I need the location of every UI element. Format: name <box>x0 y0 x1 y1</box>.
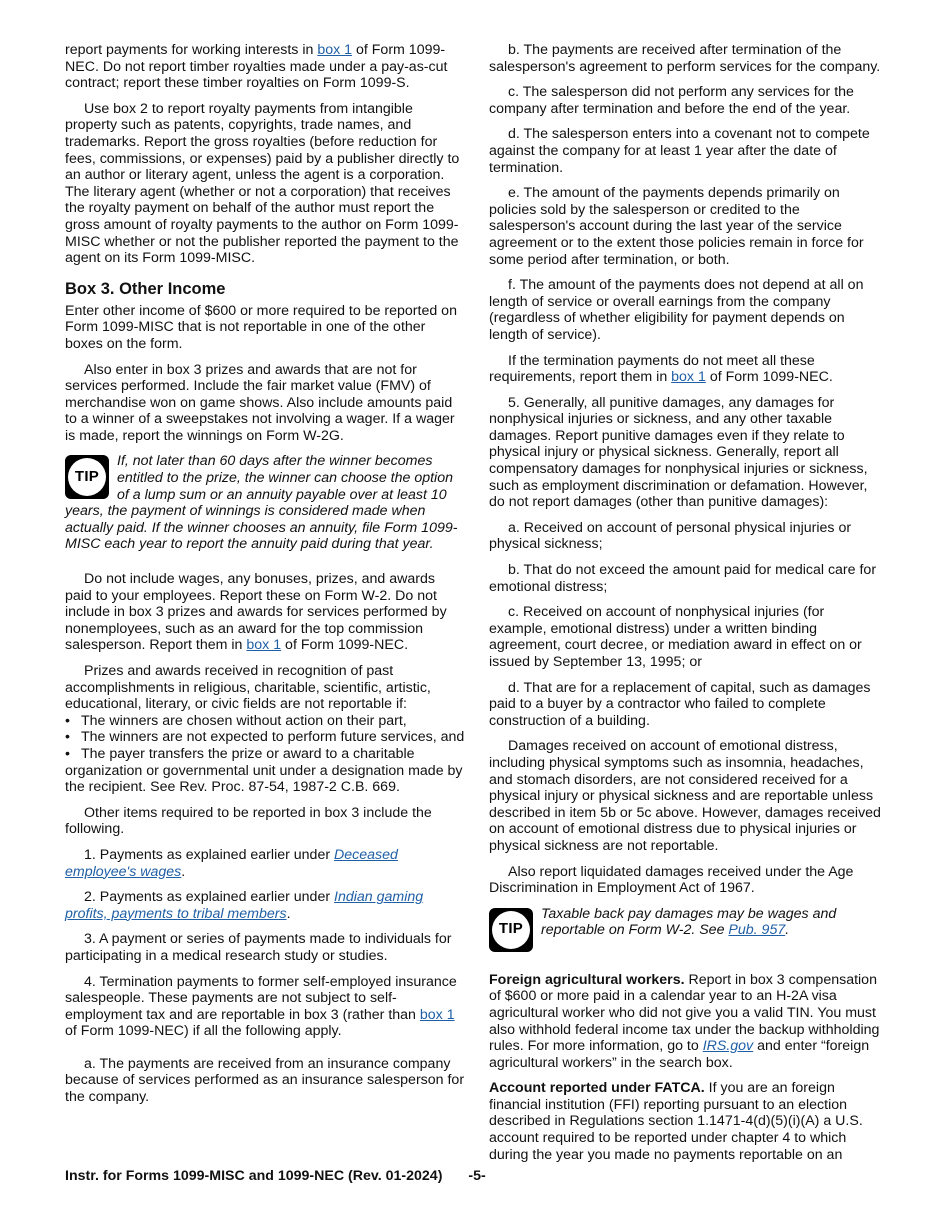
irs-gov-link[interactable]: IRS.gov <box>702 1038 754 1055</box>
tip-back-pay <box>489 906 885 954</box>
page-footer <box>65 1168 486 1185</box>
bullet-item: • The winners are not expected to perform future services, and <box>65 729 465 746</box>
deceased-wages-link[interactable]: Deceased employee's wages <box>65 846 398 880</box>
paragraph-termination: If the termination payments do not meet all these requirements, report them in box 1 of Form 1099-NEC. <box>489 352 833 386</box>
paragraph-emotional-distress: Damages received on account of emotional distress, including physical symptoms such as insomnia, headaches, and stomach disorders, are not considered received for a physical injury or physical sickness and are reportable unless described in item 5b or 5c above. However, damages received on account of emotional distress due to physical injuries or physical sickness are not reportable. <box>489 738 881 854</box>
paragraph-age-discrimination: Also report liquidated damages received under the Age Discrimination in Employment Act of 1967. <box>489 863 854 897</box>
paragraph-other-income: Enter other income of $600 or more required to be reported on Form 1099-MISC that is not reportable in one of the other boxes on the form. <box>65 302 457 352</box>
footer-title: Instr. for Forms 1099-MISC and 1099-NEC (Rev. 01-2024) <box>65 1168 443 1184</box>
tip-icon: TIP <box>489 908 533 952</box>
paragraph-foreign-agricultural: Foreign agricultural workers. Report in box 3 compensation of $600 or more paid in a calendar year to an H-2A visa agricultural worker who did not give you a valid TIN. You must also withhold federal income tax under the backup withholding rules. For more information, go to IRS.gov and enter “foreign agricultural workers” in the search box. <box>489 971 880 1071</box>
tip-icon: TIP <box>65 455 109 499</box>
list-item-4: 4. Termination payments to former self-employed insurance salespeople. These payments are not subject to self-employment tax and are reportable in box 3 (rather than box 1 of Form 1099-NEC) if all the following apply. <box>65 973 457 1040</box>
list-item-4a: a. The payments are received from an insurance company because of services performed as an insurance salesperson for the company. <box>65 1055 465 1106</box>
box1-link[interactable]: box 1 <box>246 637 282 654</box>
box1-link[interactable]: box 1 <box>419 1006 455 1023</box>
list-item-4f: f. The amount of the payments does not depend at all on length of service or overall earnings from the company (regardless of whether eligibility for payment depends on length of service). <box>489 277 864 343</box>
right-column <box>489 42 885 1172</box>
paragraph-past-accomplishments: Prizes and awards received in recognition of past accomplishments in religious, charitable, scientific, artistic, educational, literary, or civic fields are not reportable if: <box>65 663 431 713</box>
bullet-icon: • <box>65 712 70 729</box>
paragraph-fatca: Account reported under FATCA. If you are an foreign financial institution (FFI) reporting pursuant to an election described in Regulations section 1.1471-4(d)(5)(i)(A) a U.S. account required to be reported under chapter 4 to which during the year you made no payments reportable on an <box>489 1080 863 1163</box>
list-item-1: 1. Payments as explained earlier under Deceased employee's wages. <box>65 846 398 880</box>
list-item-2: 2. Payments as explained earlier under Indian gaming profits, payments to tribal members. <box>65 889 424 922</box>
list-item-5c: c. Received on account of nonphysical injuries (for example, emotional distress) under a written binding agreement, court decree, or mediation award in effect on or issued by September 13, 1995; or <box>489 604 862 670</box>
list-item-5d: d. That are for a replacement of capital, such as damages paid to a buyer by a contractor who failed to complete construction of a building. <box>489 679 871 729</box>
pub-957-link[interactable]: Pub. 957 <box>728 922 786 939</box>
page-number: -5- <box>468 1168 486 1184</box>
bullet-item: • The winners are chosen without action on their part, <box>65 712 407 729</box>
tip-annuity <box>65 453 465 553</box>
list-item-4c: c. The salesperson did not perform any services for the company after termination and before the end of the year. <box>489 84 854 117</box>
tip-annuity-text: If, not later than 60 days after the winner becomes entitled to the prize, the winner can choose the option of a lump sum or an annuity payable over at least 10 years, the payment of winnings is considered made when actually paid. If the winner chooses an annuity, file Form 1099-MISC each year to report the annuity paid during that year. <box>65 453 458 553</box>
paragraph-wages-exclusion: Do not include wages, any bonuses, prizes, and awards paid to your employees. Report these on Form W-2. Do not include in box 3 prizes and awards for services performed by nonemployees, such as an award for the top commission salesperson. Report them in box 1 of Form 1099-NEC. <box>65 571 447 654</box>
tip-back-pay-text: Taxable back pay damages may be wages and reportable on Form W-2. See Pub. 957. <box>541 905 837 939</box>
list-item-5b: b. That do not exceed the amount paid for medical care for emotional distress; <box>489 562 877 595</box>
paragraph-prizes-awards: Also enter in box 3 prizes and awards that are not for services performed. Include the fair market value (FMV) of merchandise won on game shows. Also include amounts paid to a winner of a sweepstakes not involving a wager. If a wager is made, report the winnings on Form W-2G. <box>65 361 455 444</box>
paragraph-working-interests: report payments for working interests in box 1 of Form 1099-NEC. Do not report timber royalties made under a pay-as-cut contract; report these timber royalties on Form 1099-S. <box>65 42 448 92</box>
box1-link[interactable]: box 1 <box>671 369 706 386</box>
bullet-item: • The payer transfers the prize or award to a charitable organization or governmental unit under a designation made by the recipient. See Rev. Proc. 87-54, 1987-2 C.B. 669. <box>65 745 463 796</box>
left-column <box>65 42 465 1115</box>
indian-gaming-link[interactable]: Indian gaming profits, payments to tribal members <box>65 889 424 922</box>
paragraph-other-items: Other items required to be reported in box 3 include the following. <box>65 804 432 838</box>
list-item-4e: e. The amount of the payments depends primarily on policies sold by the salesperson or credited to the salesperson's account during the last year of the service agreement or to the extent those policies remain in force for some period after termination, or both. <box>489 185 864 268</box>
heading-box3-other-income: Box 3. Other Income <box>65 279 226 298</box>
list-item-3: 3. A payment or series of payments made to individuals for participating in a medical research study or studies. <box>65 931 452 964</box>
bullet-icon: • <box>65 729 70 746</box>
bullet-icon: • <box>65 745 70 762</box>
list-item-5a: a. Received on account of personal physical injuries or physical sickness; <box>489 519 852 553</box>
box1-link[interactable]: box 1 <box>317 42 353 58</box>
list-item-4b: b. The payments are received after termination of the salesperson's agreement to perform services for the company. <box>489 42 881 75</box>
paragraph-royalties: Use box 2 to report royalty payments from intangible property such as patents, copyrights, trade names, and trademarks. Report the gross royalties (before reduction for fees, commissions, or expenses) paid by a publisher directly to an author or literary agent, unless the agent is a corporation. The literary agent (whether or not a corporation) that receives the royalty payment on behalf of the author must report the gross amount of royalty payments to the author on Form 1099-MISC whether or not the publisher reported the payment to the agent on its Form 1099-MISC. <box>65 100 460 267</box>
list-item-5: 5. Generally, all punitive damages, any damages for nonphysical injuries or sickness, and any other taxable damages. Report punitive damages even if they relate to physical injury or physical sickness. Generally, report all compensatory damages for nonphysical injuries or sickness, such as employment discrimination or defamation. However, do not report damages (other than punitive damages): <box>489 394 868 511</box>
list-item-4d: d. The salesperson enters into a covenant not to compete against the company for at least 1 year after the date of termination. <box>489 126 870 176</box>
